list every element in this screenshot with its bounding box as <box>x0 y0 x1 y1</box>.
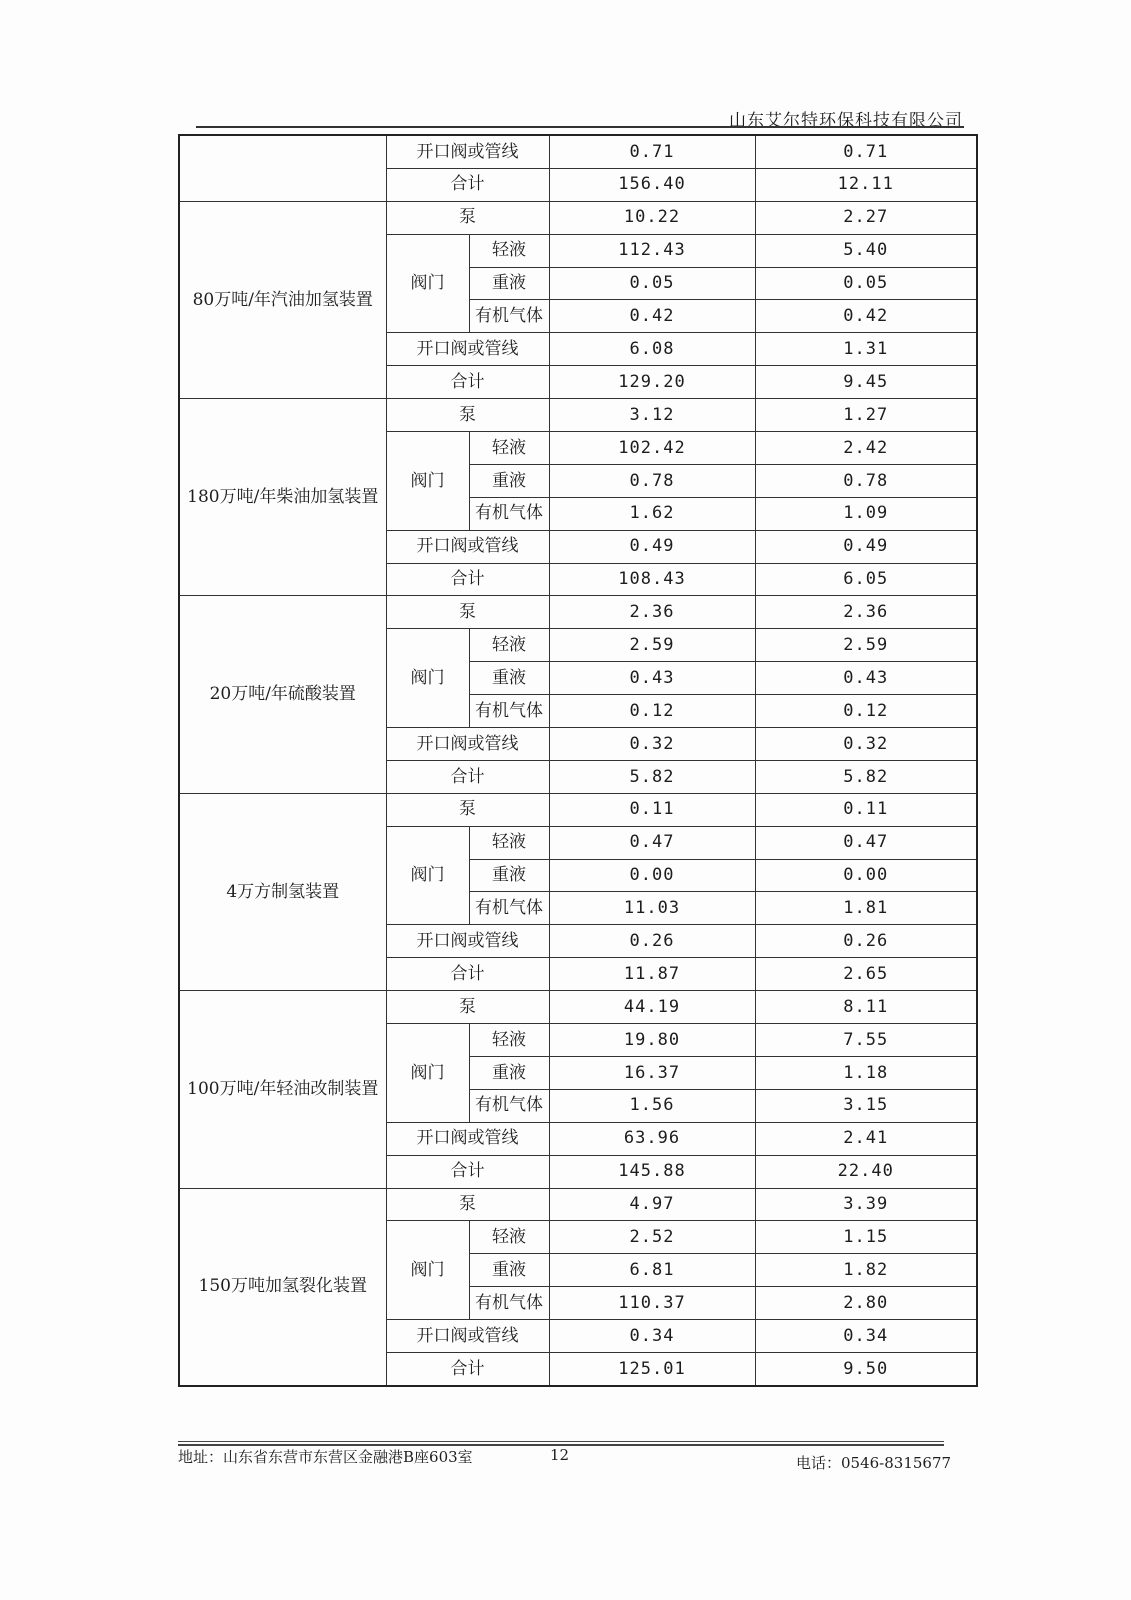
sub-label: 有机气体 <box>469 497 549 530</box>
unit-name-cell: 20万吨/年硫酸装置 <box>179 596 386 793</box>
value-cell: 1.62 <box>549 497 755 530</box>
value-cell: 0.32 <box>549 728 755 761</box>
value-cell: 3.12 <box>549 399 755 432</box>
value-cell: 0.43 <box>549 662 755 695</box>
row-label: 合计 <box>386 1352 549 1385</box>
value-cell: 4.97 <box>549 1188 755 1221</box>
value-cell: 1.27 <box>755 399 977 432</box>
row-label: 泵 <box>386 201 549 234</box>
table-row <box>179 793 977 826</box>
row-label: 开口阀或管线 <box>386 925 549 958</box>
value-cell: 6.81 <box>549 1254 755 1287</box>
page-number: 12 <box>550 1446 570 1464</box>
sub-label: 重液 <box>469 859 549 892</box>
value-cell: 2.27 <box>755 201 977 234</box>
value-cell: 1.81 <box>755 892 977 925</box>
value-cell: 1.18 <box>755 1056 977 1089</box>
value-cell: 3.15 <box>755 1089 977 1122</box>
value-cell: 16.37 <box>549 1056 755 1089</box>
sub-label: 轻液 <box>469 234 549 267</box>
value-cell: 145.88 <box>549 1155 755 1188</box>
row-label: 泵 <box>386 991 549 1024</box>
value-cell: 10.22 <box>549 201 755 234</box>
row-label: 开口阀或管线 <box>386 530 549 563</box>
value-cell: 0.00 <box>755 859 977 892</box>
row-label: 泵 <box>386 399 549 432</box>
value-cell: 0.42 <box>755 300 977 333</box>
value-cell: 0.26 <box>549 925 755 958</box>
value-cell: 2.42 <box>755 432 977 465</box>
value-cell: 19.80 <box>549 1024 755 1057</box>
footer-rule <box>178 1441 944 1442</box>
value-cell: 1.82 <box>755 1254 977 1287</box>
value-cell: 44.19 <box>549 991 755 1024</box>
sub-label: 重液 <box>469 267 549 300</box>
value-cell: 0.26 <box>755 925 977 958</box>
value-cell: 0.00 <box>549 859 755 892</box>
value-cell: 0.49 <box>549 530 755 563</box>
value-cell: 5.82 <box>549 760 755 793</box>
company-name: 山东艾尔特环保科技有限公司 <box>729 111 963 131</box>
value-cell: 11.87 <box>549 958 755 991</box>
value-cell: 9.50 <box>755 1352 977 1385</box>
value-cell: 5.82 <box>755 760 977 793</box>
table-row <box>179 201 977 234</box>
value-cell: 2.59 <box>755 629 977 662</box>
row-label: 泵 <box>386 596 549 629</box>
value-cell: 5.40 <box>755 234 977 267</box>
table-row <box>179 991 977 1024</box>
row-label: 开口阀或管线 <box>386 1122 549 1155</box>
sub-label: 轻液 <box>469 629 549 662</box>
valve-label: 阀门 <box>386 629 469 728</box>
value-cell: 0.47 <box>755 826 977 859</box>
row-label: 开口阀或管线 <box>386 728 549 761</box>
footer-address: 地址：山东省东营市东营区金融港B座603室 <box>178 1448 473 1466</box>
sub-label: 轻液 <box>469 432 549 465</box>
sub-label: 有机气体 <box>469 300 549 333</box>
value-cell: 0.05 <box>755 267 977 300</box>
sub-label: 轻液 <box>469 826 549 859</box>
value-cell: 2.36 <box>549 596 755 629</box>
sub-label: 重液 <box>469 1254 549 1287</box>
value-cell: 1.31 <box>755 333 977 366</box>
valve-label: 阀门 <box>386 234 469 333</box>
value-cell: 0.32 <box>755 728 977 761</box>
value-cell: 112.43 <box>549 234 755 267</box>
value-cell: 0.78 <box>549 464 755 497</box>
sub-label: 重液 <box>469 464 549 497</box>
valve-label: 阀门 <box>386 826 469 925</box>
table-row <box>179 596 977 629</box>
unit-name-cell: 150万吨加氢裂化装置 <box>179 1188 386 1386</box>
value-cell: 1.56 <box>549 1089 755 1122</box>
row-label: 开口阀或管线 <box>386 1320 549 1353</box>
value-cell: 125.01 <box>549 1352 755 1385</box>
value-cell: 0.11 <box>755 793 977 826</box>
value-cell: 6.08 <box>549 333 755 366</box>
row-label: 开口阀或管线 <box>386 333 549 366</box>
value-cell: 129.20 <box>549 366 755 399</box>
unit-name-cell: 80万吨/年汽油加氢装置 <box>179 201 386 398</box>
value-cell: 0.34 <box>549 1320 755 1353</box>
value-cell: 3.39 <box>755 1188 977 1221</box>
value-cell: 0.12 <box>549 695 755 728</box>
valve-label: 阀门 <box>386 432 469 531</box>
table-row <box>179 399 977 432</box>
row-label: 开口阀或管线 <box>386 135 549 168</box>
sub-label: 有机气体 <box>469 1287 549 1320</box>
unit-name-cell: 4万方制氢装置 <box>179 793 386 990</box>
unit-name-cell: 180万吨/年柴油加氢装置 <box>179 399 386 596</box>
unit-name-cell <box>179 135 386 201</box>
value-cell: 9.45 <box>755 366 977 399</box>
value-cell: 0.47 <box>549 826 755 859</box>
value-cell: 110.37 <box>549 1287 755 1320</box>
value-cell: 2.59 <box>549 629 755 662</box>
value-cell: 0.43 <box>755 662 977 695</box>
valve-label: 阀门 <box>386 1221 469 1320</box>
row-label: 合计 <box>386 1155 549 1188</box>
sub-label: 重液 <box>469 1056 549 1089</box>
value-cell: 0.71 <box>755 135 977 168</box>
value-cell: 0.12 <box>755 695 977 728</box>
value-cell: 2.65 <box>755 958 977 991</box>
sub-label: 重液 <box>469 662 549 695</box>
row-label: 合计 <box>386 958 549 991</box>
row-label: 泵 <box>386 793 549 826</box>
value-cell: 0.42 <box>549 300 755 333</box>
value-cell: 0.05 <box>549 267 755 300</box>
value-cell: 63.96 <box>549 1122 755 1155</box>
row-label: 合计 <box>386 563 549 596</box>
sub-label: 有机气体 <box>469 695 549 728</box>
sub-label: 轻液 <box>469 1024 549 1057</box>
row-label: 合计 <box>386 366 549 399</box>
header-rule <box>196 126 964 128</box>
value-cell: 108.43 <box>549 563 755 596</box>
value-cell: 2.80 <box>755 1287 977 1320</box>
value-cell: 22.40 <box>755 1155 977 1188</box>
value-cell: 8.11 <box>755 991 977 1024</box>
value-cell: 1.15 <box>755 1221 977 1254</box>
sub-label: 有机气体 <box>469 892 549 925</box>
value-cell: 0.34 <box>755 1320 977 1353</box>
sub-label: 轻液 <box>469 1221 549 1254</box>
row-label: 合计 <box>386 760 549 793</box>
valve-label: 阀门 <box>386 1024 469 1123</box>
value-cell: 0.49 <box>755 530 977 563</box>
value-cell: 102.42 <box>549 432 755 465</box>
value-cell: 0.71 <box>549 135 755 168</box>
value-cell: 0.11 <box>549 793 755 826</box>
row-label: 泵 <box>386 1188 549 1221</box>
table-body <box>179 135 977 1386</box>
value-cell: 156.40 <box>549 168 755 201</box>
unit-name-cell: 100万吨/年轻油改制装置 <box>179 991 386 1188</box>
value-cell: 2.52 <box>549 1221 755 1254</box>
value-cell: 1.09 <box>755 497 977 530</box>
value-cell: 12.11 <box>755 168 977 201</box>
value-cell: 6.05 <box>755 563 977 596</box>
value-cell: 11.03 <box>549 892 755 925</box>
table-row <box>179 1188 977 1221</box>
footer-phone: 电话：0546-8315677 <box>796 1454 952 1472</box>
value-cell: 2.36 <box>755 596 977 629</box>
value-cell: 7.55 <box>755 1024 977 1057</box>
row-label: 合计 <box>386 168 549 201</box>
value-cell: 2.41 <box>755 1122 977 1155</box>
emission-table <box>178 134 978 1387</box>
table-row <box>179 135 977 168</box>
value-cell: 0.78 <box>755 464 977 497</box>
sub-label: 有机气体 <box>469 1089 549 1122</box>
